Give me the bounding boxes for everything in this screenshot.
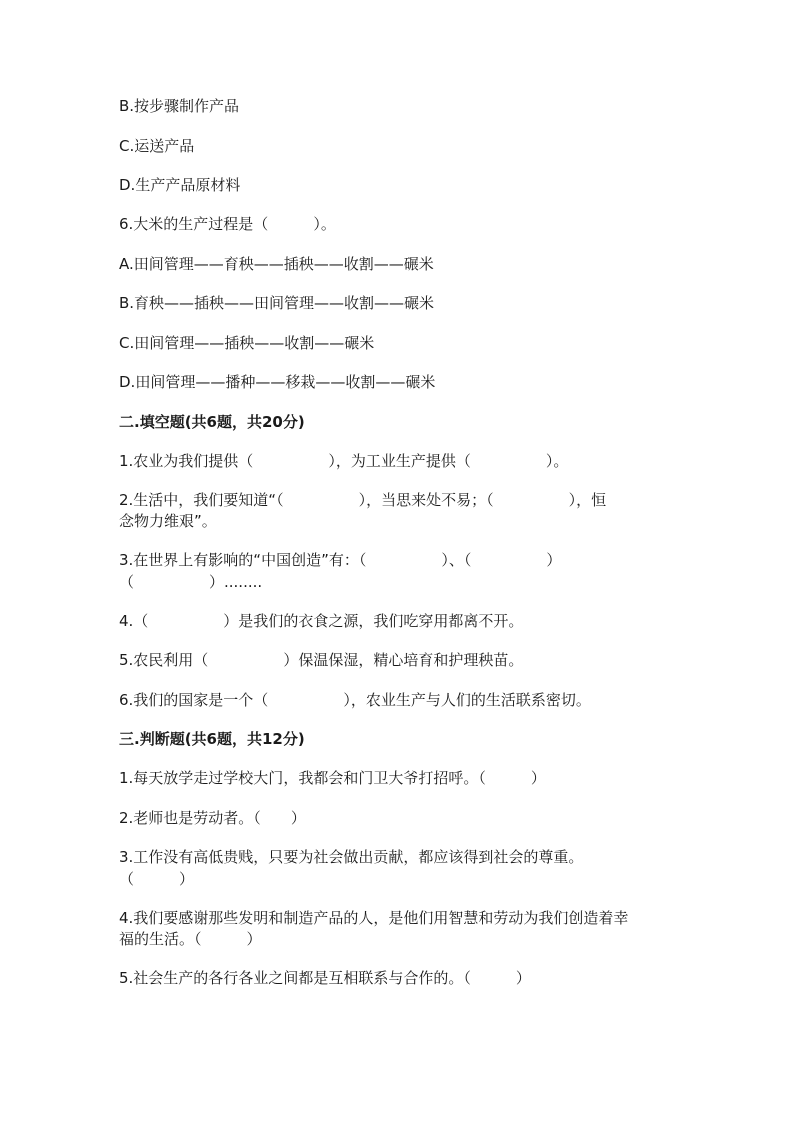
- fill-question-2: 2.生活中，我们要知道“（ ），当思来处不易；（ ），恒: [119, 491, 607, 509]
- fill-question-3: 3.在世界上有影响的“中国创造”有：（ ）、（ ）: [119, 551, 562, 569]
- section-heading-true-false: 三.判断题(共6题，共12分): [119, 730, 305, 748]
- option-a-line: A.田间管理——育秧——插秧——收割——碾米: [119, 255, 434, 273]
- question-6-line: 6.大米的生产过程是（ ）。: [119, 215, 336, 233]
- fill-question-5: 5.农民利用（ ）保温保湿，精心培育和护理秧苗。: [119, 651, 524, 669]
- option-b-line: B.育秧——插秧——田间管理——收割——碾米: [119, 294, 435, 312]
- judge-question-5: 5.社会生产的各行各业之间都是互相联系与合作的。（ ）: [119, 969, 531, 987]
- judge-question-2: 2.老师也是劳动者。（ ）: [119, 809, 306, 827]
- option-b-line: B.按步骤制作产品: [119, 97, 240, 115]
- fill-question-3-continued: （ ）........: [119, 573, 263, 591]
- fill-question-2-continued: 念物力维艰”。: [119, 512, 217, 530]
- option-d-line: D.田间管理——播种——移栽——收割——碾米: [119, 373, 436, 391]
- fill-question-6: 6.我们的国家是一个（ ），农业生产与人们的生活联系密切。: [119, 691, 591, 709]
- judge-question-1: 1.每天放学走过学校大门，我都会和门卫大爷打招呼。（ ）: [119, 769, 546, 787]
- option-d-line: D.生产产品原材料: [119, 176, 241, 194]
- fill-question-1: 1.农业为我们提供（ ），为工业生产提供（ ）。: [119, 452, 569, 470]
- judge-question-3: 3.工作没有高低贵贱，只要为社会做出贡献，都应该得到社会的尊重。: [119, 848, 584, 866]
- judge-question-3-continued: （ ）: [119, 870, 195, 888]
- option-c-line: C.田间管理——插秧——收割——碾米: [119, 334, 375, 352]
- fill-question-4: 4.（ ）是我们的衣食之源，我们吃穿用都离不开。: [119, 612, 524, 630]
- judge-question-4: 4.我们要感谢那些发明和制造产品的人，是他们用智慧和劳动为我们创造着幸: [119, 909, 629, 927]
- judge-question-4-continued: 福的生活。（ ）: [119, 930, 262, 948]
- option-c-line: C.运送产品: [119, 137, 195, 155]
- section-heading-fill-blank: 二.填空题(共6题，共20分): [119, 413, 305, 431]
